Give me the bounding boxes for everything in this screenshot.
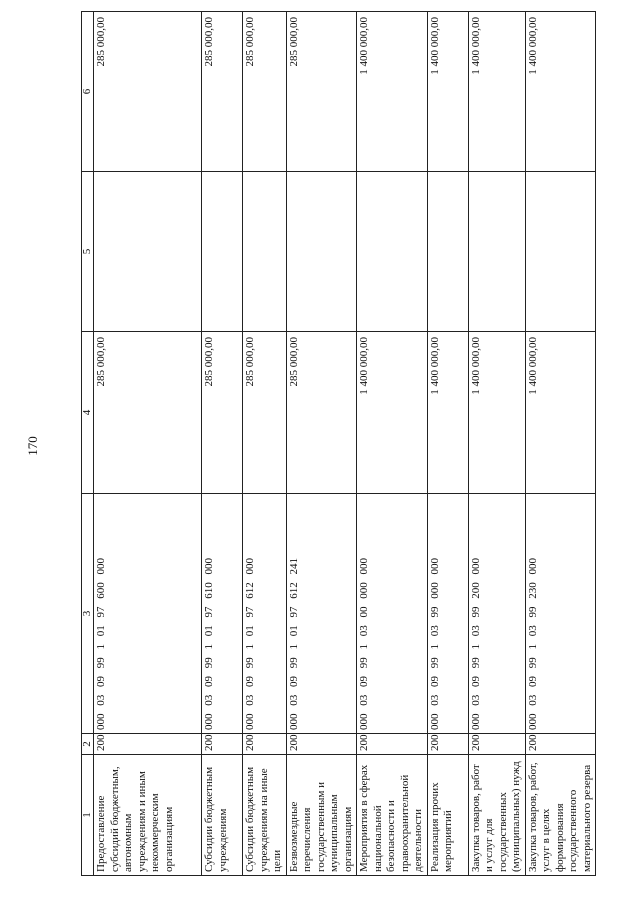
admin-code-cell: 200 bbox=[243, 734, 287, 755]
empty-amount-cell bbox=[286, 172, 357, 332]
amount-cell: 1 400 000,00 bbox=[357, 12, 428, 172]
row-name-cell: Закупка товаров, работ и услуг для государственных (муниципальных) нужд bbox=[468, 755, 525, 876]
amount-cell: 285 000,00 bbox=[94, 12, 202, 172]
amount-cell: 1 400 000,00 bbox=[427, 12, 468, 172]
admin-code-cell: 200 bbox=[286, 734, 357, 755]
amount-cell: 285 000,00 bbox=[94, 332, 202, 494]
column-header: 1 bbox=[82, 755, 94, 876]
column-header: 6 bbox=[82, 12, 94, 172]
amount-cell: 285 000,00 bbox=[243, 332, 287, 494]
empty-amount-cell bbox=[202, 172, 243, 332]
row-name-cell: Закупка товаров, работ, услуг в целях формирования государственного материального резерва bbox=[525, 755, 596, 876]
page-number: 170 bbox=[25, 436, 40, 456]
admin-code-cell: 200 bbox=[468, 734, 525, 755]
table-row bbox=[202, 12, 243, 876]
table-row bbox=[94, 12, 202, 876]
row-name-cell: Реализация прочих мероприятий bbox=[427, 755, 468, 876]
row-name-cell: Субсидии бюджетным учреждениям bbox=[202, 755, 243, 876]
column-header: 2 bbox=[82, 734, 94, 755]
row-name-cell: Мероприятия в сферах национальной безопасности и правоохранительной деятельности bbox=[357, 755, 428, 876]
admin-code-cell: 200 bbox=[427, 734, 468, 755]
budget-code-cell: 000 03 09 99 1 03 99 000 000 bbox=[427, 494, 468, 734]
admin-code-cell: 200 bbox=[94, 734, 202, 755]
amount-cell: 285 000,00 bbox=[202, 12, 243, 172]
budget-code-cell: 000 03 09 99 1 01 97 600 000 bbox=[94, 494, 202, 734]
empty-amount-cell bbox=[94, 172, 202, 332]
amount-cell: 285 000,00 bbox=[202, 332, 243, 494]
table-body bbox=[82, 12, 596, 876]
empty-amount-cell bbox=[357, 172, 428, 332]
amount-cell: 1 400 000,00 bbox=[525, 12, 596, 172]
admin-code-cell: 200 bbox=[357, 734, 428, 755]
header-row bbox=[82, 12, 94, 876]
budget-code-cell: 000 03 09 99 1 03 99 230 000 bbox=[525, 494, 596, 734]
row-name-cell: Предоставление субсидий бюджетным, автономным учреждениям и иным некоммерческим организациям bbox=[94, 755, 202, 876]
row-name-cell: Субсидии бюджетным учреждениям на иные цели bbox=[243, 755, 287, 876]
table-row bbox=[468, 12, 525, 876]
amount-cell: 285 000,00 bbox=[286, 332, 357, 494]
table-row bbox=[525, 12, 596, 876]
admin-code-cell: 200 bbox=[202, 734, 243, 755]
amount-cell: 1 400 000,00 bbox=[357, 332, 428, 494]
column-header: 4 bbox=[82, 332, 94, 494]
amount-cell: 285 000,00 bbox=[243, 12, 287, 172]
row-name-cell: Безвозмездные перечисления государственным и муниципальным организациям bbox=[286, 755, 357, 876]
table-row bbox=[427, 12, 468, 876]
budget-code-cell: 000 03 09 99 1 03 99 200 000 bbox=[468, 494, 525, 734]
amount-cell: 1 400 000,00 bbox=[525, 332, 596, 494]
column-header: 5 bbox=[82, 172, 94, 332]
budget-code-cell: 000 03 09 99 1 01 97 612 241 bbox=[286, 494, 357, 734]
empty-amount-cell bbox=[427, 172, 468, 332]
amount-cell: 285 000,00 bbox=[286, 12, 357, 172]
empty-amount-cell bbox=[243, 172, 287, 332]
budget-code-cell: 000 03 09 99 1 01 97 612 000 bbox=[243, 494, 287, 734]
column-header: 3 bbox=[82, 494, 94, 734]
admin-code-cell: 200 bbox=[525, 734, 596, 755]
table-row bbox=[243, 12, 287, 876]
amount-cell: 1 400 000,00 bbox=[427, 332, 468, 494]
amount-cell: 1 400 000,00 bbox=[468, 332, 525, 494]
budget-code-cell: 000 03 09 99 1 03 00 000 000 bbox=[357, 494, 428, 734]
rotated-table-container bbox=[81, 12, 593, 876]
empty-amount-cell bbox=[468, 172, 525, 332]
empty-amount-cell bbox=[525, 172, 596, 332]
table-row bbox=[357, 12, 428, 876]
budget-table bbox=[81, 11, 596, 876]
table-row bbox=[286, 12, 357, 876]
amount-cell: 1 400 000,00 bbox=[468, 12, 525, 172]
budget-code-cell: 000 03 09 99 1 01 97 610 000 bbox=[202, 494, 243, 734]
